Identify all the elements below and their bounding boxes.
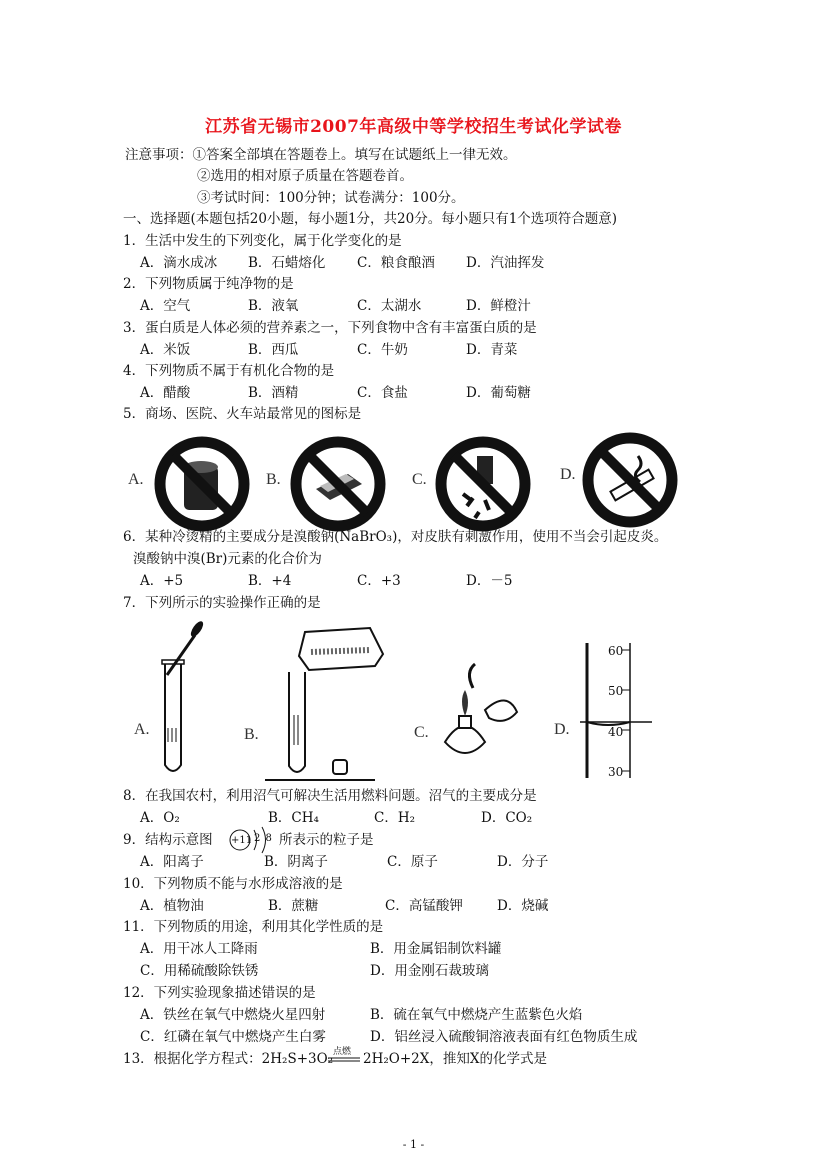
q6-option-c: C．+3 (357, 573, 401, 589)
cylinder-tick-30: 30 (608, 765, 624, 779)
q11-option-d: D．用金刚石裁玻璃 (370, 963, 489, 979)
question-11-stem: 11．下列物质的用途，利用其化学性质的是 (123, 919, 384, 935)
q5-label-c: C. (412, 471, 427, 488)
q5-label-d: D. (560, 466, 576, 483)
q5-label-b: B. (266, 471, 281, 488)
q9-option-c: C．原子 (387, 854, 438, 870)
no-smoking-sign-icon (580, 430, 680, 530)
q6-option-a: A．+5 (140, 573, 184, 589)
q1-option-b: B．石蜡熔化 (248, 255, 326, 271)
q10-option-b: B．蔗糖 (268, 898, 319, 914)
q7-label-b: B. (244, 726, 259, 743)
question-9-stem-a: 9．结构示意图 (123, 832, 213, 848)
question-13-stem-b: 2H₂O+2X，推知X的化学式是 (363, 1051, 547, 1067)
question-7-stem: 7．下列所示的实验操作正确的是 (123, 595, 321, 611)
cylinder-tick-50: 50 (608, 684, 624, 698)
reaction-condition: 点燃 (333, 1047, 352, 1057)
q11-option-c: C．用稀硫酸除铁锈 (140, 963, 259, 979)
no-garbage-sign-icon (152, 434, 252, 534)
question-2-stem: 2．下列物质属于纯净物的是 (123, 276, 294, 292)
question-6-stem-2: 溴酸钠中溴(Br)元素的化合价为 (133, 551, 322, 567)
q8-option-b: B．CH₄ (268, 810, 319, 826)
q2-option-c: C．太湖水 (357, 298, 422, 314)
q7-label-d: D. (554, 721, 570, 738)
notes-line-2: ②选用的相对原子质量在答题卷首。 (197, 168, 413, 184)
q12-option-c: C．红磷在氧气中燃烧产生白雾 (140, 1029, 326, 1045)
q4-option-b: B．酒精 (248, 385, 299, 401)
q8-option-a: A．O₂ (140, 810, 180, 826)
pouring-liquid-icon (265, 620, 395, 785)
question-1-stem: 1．生活中发生的下列变化，属于化学变化的是 (123, 233, 402, 249)
question-5-stem: 5．商场、医院、火车站最常见的图标是 (123, 406, 362, 422)
q10-option-d: D．烧碱 (497, 898, 549, 914)
no-matches-sign-icon (288, 434, 388, 534)
notes-line-3: ③考试时间：100分钟；试卷满分：100分。 (197, 190, 465, 206)
q6-option-b: B．+4 (248, 573, 292, 589)
q4-option-c: C．食盐 (357, 385, 408, 401)
q10-option-a: A．植物油 (140, 898, 204, 914)
exam-title: 江苏省无锡市2007年高级中等学校招生考试化学试卷 (205, 117, 622, 137)
q9-option-a: A．阳离子 (140, 854, 204, 870)
page-number: - 1 - (402, 1138, 425, 1151)
q3-option-c: C．牛奶 (357, 342, 408, 358)
q10-option-c: C．高锰酸钾 (385, 898, 463, 914)
no-fireworks-sign-icon (433, 434, 533, 534)
question-9-stem-b: 所表示的粒子是 (279, 832, 374, 848)
q6-option-d: D．－5 (466, 573, 513, 589)
dropper-in-tube-icon (155, 615, 205, 785)
question-13-stem-a: 13．根据化学方程式：2H₂S+3O₂ (123, 1051, 334, 1067)
q11-option-b: B．用金属铝制饮料罐 (370, 941, 502, 957)
question-12-stem: 12．下列实验现象描述错误的是 (123, 985, 316, 1001)
q1-option-c: C．粮食酿酒 (357, 255, 435, 271)
q3-option-d: D．青菜 (466, 342, 518, 358)
q3-option-a: A．米饭 (140, 342, 191, 358)
q12-option-b: B．硫在氧气中燃烧产生蓝紫色火焰 (370, 1007, 583, 1023)
q2-option-b: B．液氧 (248, 298, 299, 314)
q2-option-a: A．空气 (140, 298, 191, 314)
question-10-stem: 10．下列物质不能与水形成溶液的是 (123, 876, 343, 892)
q9-option-d: D．分子 (497, 854, 549, 870)
notes-line-1: 注意事项：①答案全部填在答题卷上。填写在试题纸上一律无效。 (125, 147, 517, 163)
q1-option-d: D．汽油挥发 (466, 255, 545, 271)
section-heading: 一、选择题(本题包括20小题，每小题1分，共20分。每小题只有1个选项符合题意) (123, 211, 618, 227)
cylinder-tick-60: 60 (608, 644, 624, 658)
question-4-stem: 4．下列物质不属于有机化合物的是 (123, 363, 335, 379)
cylinder-tick-40: 40 (608, 725, 624, 739)
q4-option-a: A．醋酸 (140, 385, 191, 401)
q7-label-c: C. (414, 724, 429, 741)
q8-option-c: C．H₂ (374, 810, 416, 826)
q9-option-b: B．阴离子 (264, 854, 328, 870)
q7-label-a: A. (134, 721, 150, 738)
alcohol-lamp-icon (435, 660, 525, 770)
question-8-stem: 8．在我国农村，利用沼气可解决生活用燃料问题。沼气的主要成分是 (123, 788, 537, 804)
q12-option-a: A．铁丝在氧气中燃烧火星四射 (140, 1007, 326, 1023)
nucleus-charge: +11 (231, 835, 253, 846)
q4-option-d: D．葡萄糖 (466, 385, 531, 401)
q11-option-a: A．用干冰人工降雨 (140, 941, 258, 957)
reaction-equals-sign (328, 1057, 362, 1063)
question-3-stem: 3．蛋白质是人体必须的营养素之一，下列食物中含有丰富蛋白质的是 (123, 320, 537, 336)
q1-option-a: A．滴水成冰 (140, 255, 218, 271)
q8-option-d: D．CO₂ (481, 810, 533, 826)
electron-shells: 2 8 (254, 833, 273, 844)
q2-option-d: D．鲜橙汁 (466, 298, 531, 314)
q5-label-a: A. (128, 471, 144, 488)
q3-option-b: B．西瓜 (248, 342, 299, 358)
question-6-stem: 6．某种冷烫精的主要成分是溴酸钠(NaBrO₃)，对皮肤有刺激作用，使用不当会引起皮炎。 (123, 529, 668, 545)
q12-option-d: D．铝丝浸入硫酸铜溶液表面有红色物质生成 (370, 1029, 638, 1045)
